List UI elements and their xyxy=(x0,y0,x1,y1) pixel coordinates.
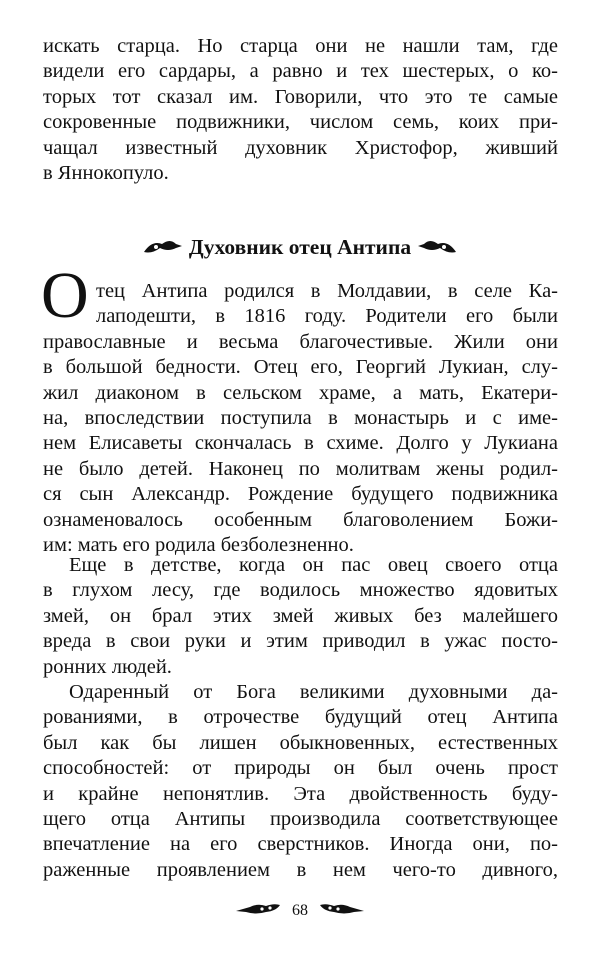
text-line: православные и весьма благочестивые. Жили они xyxy=(43,330,558,353)
text-line: рованиями, в отрочестве будущий отец Антипа xyxy=(43,706,558,729)
paragraph xyxy=(43,680,558,883)
ornament-right-icon xyxy=(416,234,458,264)
footer-ornament-left-icon xyxy=(236,900,280,922)
text-line: тец Антипа родился в Молдавии, в селе Ка- xyxy=(96,280,558,302)
text-line: искать старца. Но старца они не нашли там, где xyxy=(43,35,558,57)
text-line: был как бы лишен обыкновенных, естественных xyxy=(43,731,558,754)
text-line: Одаренный от Бога великими духовными да- xyxy=(69,681,558,703)
text-line: ся сын Александр. Рождение будущего подвижника xyxy=(43,483,558,506)
text-line: торых тот сказал им. Говорили, что это те самые xyxy=(43,85,558,108)
text-line: вреда в свои руки и этим приводил в ужас посто- xyxy=(43,630,558,653)
text-line: видели его сардары, а равно и тех шестерых, о ко- xyxy=(43,60,558,83)
text-line: в Яннокопуло. xyxy=(43,161,169,184)
section-heading xyxy=(0,232,600,264)
page-number: 68 xyxy=(292,902,308,920)
paragraph xyxy=(43,279,558,558)
text-line: впечатление на его сверстников. Иногда они, по- xyxy=(43,833,558,856)
paragraph xyxy=(43,553,558,680)
text-line: змей, он брал этих змей живых без малейшего xyxy=(43,604,558,627)
page-footer xyxy=(0,900,600,922)
text-line: сокровенные подвижники, числом семь, коих при- xyxy=(43,111,558,134)
text-line: ознаменовалось особенным благоволением Божи- xyxy=(43,508,558,531)
text-line: лаподешти, в 1816 году. Родители его были xyxy=(96,305,558,328)
section-title: Духовник отец Антипа xyxy=(188,235,412,259)
text-line: Еще в детстве, когда он пас овец своего отца xyxy=(69,554,558,576)
text-line: не было детей. Наконец по молитвам жены родил- xyxy=(43,457,558,480)
ornament-left-icon xyxy=(142,234,184,264)
footer-ornament-right-icon xyxy=(320,900,364,922)
paragraph-continued xyxy=(43,34,558,186)
text-line: нем Елисаветы скончалась в схиме. Долго у Лукиана xyxy=(43,432,558,455)
text-line: в большой бедности. Отец его, Георгий Лукиан, слу- xyxy=(43,356,558,379)
text-line: и крайне непонятлив. Эта двойственность буду- xyxy=(43,782,558,805)
text-line: в глухом лесу, где водилось множество ядовитых xyxy=(43,579,558,602)
text-line: раженные проявлением в нем чего-то дивного, xyxy=(43,858,558,881)
text-line: ронних людей. xyxy=(43,655,172,678)
text-line: жил диаконом в сельском храме, а мать, Екатери- xyxy=(43,381,558,404)
text-line: им: мать его родила безболезненно. xyxy=(43,533,354,556)
drop-cap: О xyxy=(41,259,89,332)
text-line: способностей: от природы он был очень прост xyxy=(43,757,558,780)
text-line: чащал известный духовник Христофор, живший xyxy=(43,136,558,159)
text-line: щего отца Антипы производила соответствующее xyxy=(43,807,558,830)
text-line: на, впоследствии поступила в монастырь и с име- xyxy=(43,406,558,429)
